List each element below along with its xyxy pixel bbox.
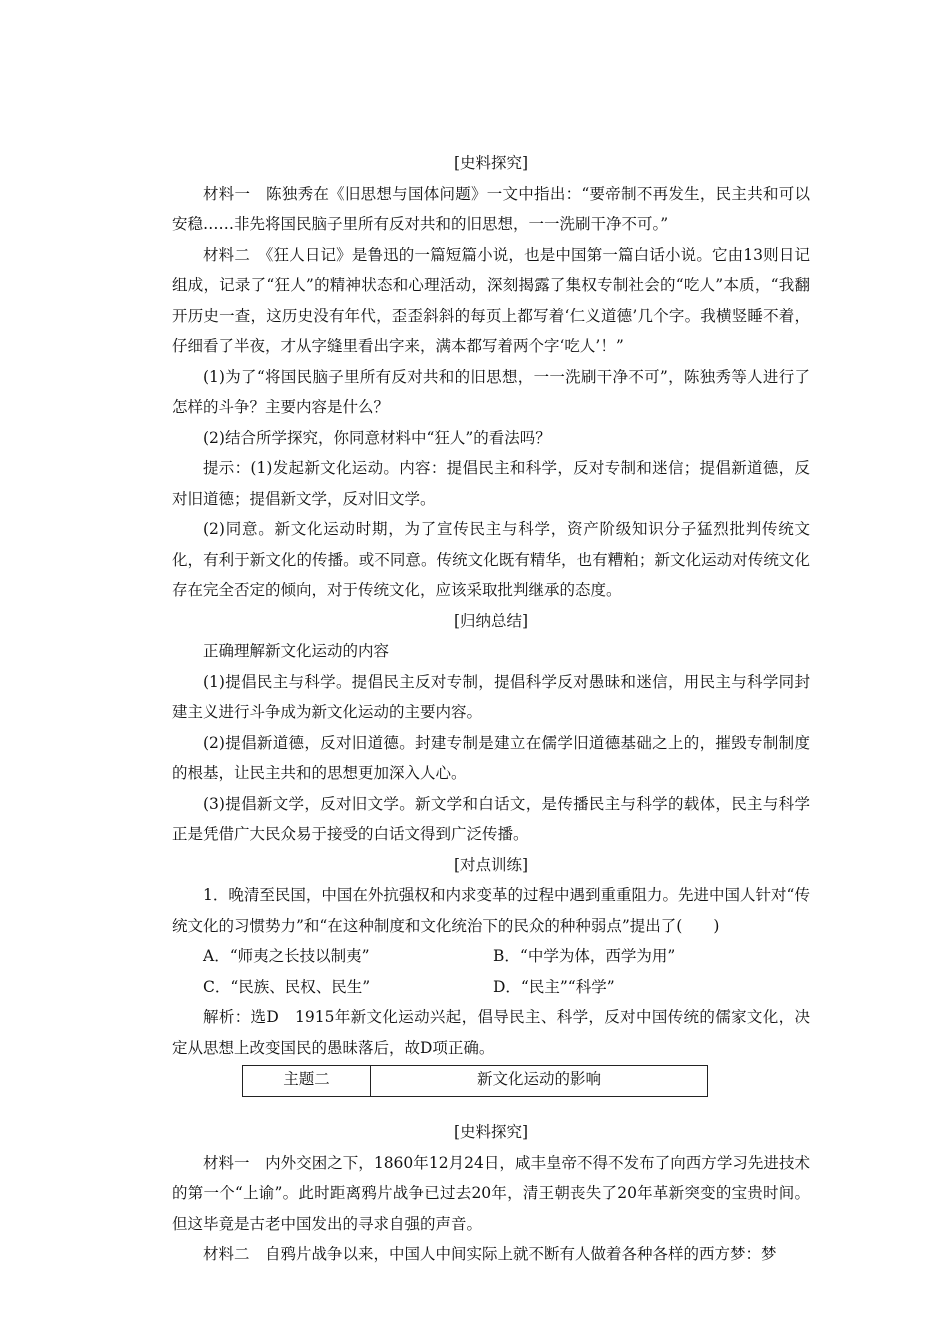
answer-options (172, 941, 810, 1002)
section-heading-training: [对点训练] (453, 855, 529, 874)
option-b: B．“中学为体，西学为用” (493, 947, 676, 965)
material-one: 材料一 陈独秀在《旧思想与国体问题》一文中指出：“要帝制不再发生，民主共和可以安稳……非先将国民脑子里所有反对共和的旧思想，一一洗刷干净不可。” (172, 184, 810, 233)
spacer (172, 1097, 810, 1117)
material-two: 材料二 《狂人日记》是鲁迅的一篇短篇小说，也是中国第一篇白话小说。它由13则日记组成，记录了“狂人”的精神状态和心理活动，深刻揭露了集权专制社会的“吃人”本质，“我翻开历史一查，这历史没有年代，歪歪斜斜的每页上都写着‘仁义道德’几个字。我横竖睡不着，仔细看了半夜，才从字缝里看出字来，满本都写着两个字‘吃人’！” (172, 245, 810, 355)
question-two: (2)结合所学探究，你同意材料中“狂人”的看法吗？ (203, 428, 551, 447)
question-one: (1)为了“将国民脑子里所有反对共和的旧思想，一一洗刷干净不可”，陈独秀等人进行了怎样的斗争？主要内容是什么？ (172, 367, 810, 416)
summary-point-two: (2)提倡新道德，反对旧道德。封建专制是建立在儒学旧道德基础之上的，摧毁专制制度的根基，让民主共和的思想更加深入人心。 (172, 733, 810, 782)
theme-title: 新文化运动的影响 (371, 1066, 708, 1097)
hint-two: (2)同意。新文化运动时期，为了宣传民主与科学，资产阶级知识分子猛烈批判传统文化，有利于新文化的传播。或不同意。传统文化既有精华，也有糟粕；新文化运动对传统文化存在完全否定的倾向，对于传统文化，应该采取批判继承的态度。 (172, 520, 810, 599)
material-two-2: 材料二 自鸦片战争以来，中国人中间实际上就不断有人做着各种各样的西方梦：梦 (203, 1245, 777, 1263)
hint-one: 提示：(1)发起新文化运动。内容：提倡民主和科学，反对专制和迷信；提倡新道德，反对旧道德；提倡新文学，反对旧文学。 (172, 459, 810, 508)
section-heading-summary: [归纳总结] (453, 611, 529, 630)
summary-point-one: (1)提倡民主与科学。提倡民主反对专制，提倡科学反对愚昧和迷信，用民主与科学同封建主义进行斗争成为新文化运动的主要内容。 (172, 672, 810, 721)
theme-label: 主题二 (243, 1066, 371, 1097)
material-one-2: 材料一 内外交困之下，1860年12月24日，咸丰皇帝不得不发布了向西方学习先进技术的第一个“上谕”。此时距离鸦片战争已过去20年，清王朝丧失了20年革新突变的宝贵时间。但这毕竟是古老中国发出的寻求自强的声音。 (172, 1153, 810, 1233)
summary-title: 正确理解新文化运动的内容 (203, 642, 390, 660)
section-heading-history-inquiry-2: [史料探究] (453, 1123, 529, 1141)
analysis: 解析：选D 1915年新文化运动兴起，倡导民主、科学，反对中国传统的儒家文化，决定从思想上改变国民的愚昧落后，故D项正确。 (172, 1008, 810, 1057)
section-heading-history-inquiry: [史料探究] (453, 154, 529, 172)
option-d: D．“民主”“科学” (493, 977, 615, 996)
option-c: C．“民族、民权、民生” (203, 977, 371, 996)
theme-table (242, 1065, 708, 1097)
document-page (172, 148, 810, 1270)
option-a: A．“师夷之长技以制夷” (203, 947, 370, 965)
training-question: 1．晚清至民国，中国在外抗强权和内求变革的过程中遇到重重阻力。先进中国人针对“传统文化的习惯势力”和“在这种制度和文化统治下的民众的种种弱点”提出了( ) (172, 886, 810, 935)
theme-row (243, 1066, 708, 1097)
summary-point-three: (3)提倡新文学，反对旧文学。新文学和白话文，是传播民主与科学的载体，民主与科学正是凭借广大民众易于接受的白话文得到广泛传播。 (172, 794, 810, 843)
